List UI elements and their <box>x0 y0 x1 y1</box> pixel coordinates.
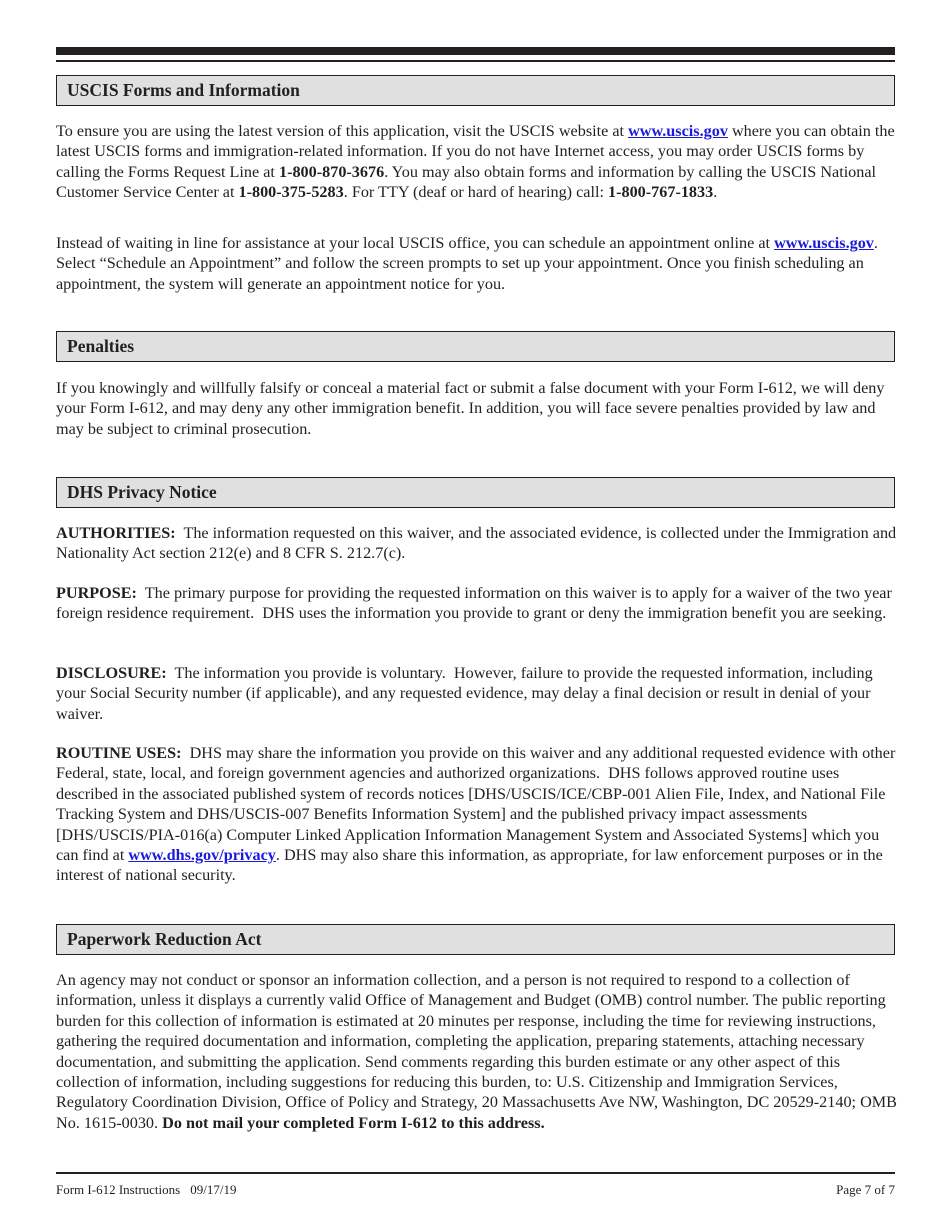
privacy-routine-uses: ROUTINE USES: DHS may share the information you provide on this waiver and any additional requested evidence with other Federal, state, local, and foreign government agencies and authorized organizations. DHS follows approved routine uses described in the associated published system of records notices [DHS/USCIS/ICE/CBP-001 Alien File, Index, and National File Tracking System and DHS/USCIS-007 Benefits Information System] and the published privacy impact assessments [DHS/USCIS/PIA-016(a) Computer Linked Application Information Management System and Associated Systems] which you can find at www.dhs.gov/privacy. DHS may also share this information, as appropriate, for law enforcement purposes or in the interest of national security. <box>56 744 900 885</box>
header-rule-thin <box>56 60 895 62</box>
paperwork-paragraph: An agency may not conduct or sponsor an information collection, and a person is not required to respond to a collection of information, unless it displays a currently valid Office of Management and Budget (OMB) control number. The public reporting burden for this collection of information is estimated at 20 minutes per response, including the time for reviewing instructions, gathering the required documentation and information, completing the application, preparing statements, attaching necessary documentation, and submitting the application. Send comments regarding this burden estimate or any other aspect of this collection of information, including suggestions for reducing this burden, to: U.S. Citizenship and Immigration Services, Regulatory Coordination Division, Office of Policy and Strategy, 20 Massachusetts Ave NW, Washington, DC 20529-2140; OMB No. 1615-0030. Do not mail your completed Form I-612 to this address. <box>56 971 897 1132</box>
do-not-mail-notice: Do not mail your completed Form I-612 to this address. <box>162 1113 545 1132</box>
uscis-paragraph-2: Instead of waiting in line for assistance at your local USCIS office, you can schedule an appointment online at www.uscis.gov. Select “Schedule an Appointment” and follow the screen prompts to set up your appointment. Once you finish scheduling an appointment, the system will generate an appointment notice for you. <box>56 234 878 293</box>
privacy-disclosure: DISCLOSURE: The information you provide is voluntary. However, failure to provide the requested information, including your Social Security number (if applicable), and any requested evidence, may delay a final decision or result in denial of your waiver. <box>56 664 877 723</box>
section-heading-uscis: USCIS Forms and Information <box>56 75 895 106</box>
uscis-appointment-link[interactable]: www.uscis.gov <box>774 234 874 252</box>
footer-rule <box>56 1172 895 1174</box>
footer-form-info <box>56 1182 236 1198</box>
dhs-privacy-link[interactable]: www.dhs.gov/privacy <box>128 846 276 865</box>
forms-request-phone: 1-800-870-3676 <box>278 162 385 181</box>
section-heading-paperwork: Paperwork Reduction Act <box>56 924 895 955</box>
header-rule-thick <box>56 47 895 55</box>
penalties-paragraph: If you knowingly and willfully falsify or conceal a material fact or submit a false document with your Form I-612, we will deny your Form I-612, and may deny any other immigration benefit. In addition, you will face severe penalties provided by law and may be subject to criminal prosecution. <box>56 379 885 438</box>
footer-page-number: Page 7 of 7 <box>836 1182 895 1197</box>
footer-form-date: 09/17/19 <box>190 1182 237 1197</box>
section-heading-privacy: DHS Privacy Notice <box>56 477 895 508</box>
section-heading-penalties: Penalties <box>56 331 895 362</box>
privacy-authorities: AUTHORITIES: The information requested on this waiver, and the associated evidence, is collected under the Immigration and Nationality Act section 212(e) and 8 CFR S. 212.7(c). <box>56 524 901 563</box>
tty-phone: 1-800-767-1833 <box>608 183 714 202</box>
uscis-website-link[interactable]: www.uscis.gov <box>628 122 728 140</box>
customer-service-phone: 1-800-375-5283 <box>238 183 344 202</box>
privacy-purpose: PURPOSE: The primary purpose for providing the requested information on this waiver is to apply for a waiver of the two year foreign residence requirement. DHS uses the information you provide to grant or deny the immigration benefit you are seeking. <box>56 584 896 623</box>
uscis-paragraph-1: To ensure you are using the latest version of this application, visit the USCIS website at www.uscis.gov where you can obtain the latest USCIS forms and immigration-related information. If you do not have Internet access, you may order USCIS forms by calling the Forms Request Line at 1-800-870-3676. You may also obtain forms and information by calling the USCIS National Customer Service Center at 1-800-375-5283. For TTY (deaf or hard of hearing) call: 1-800-767-1833. <box>56 122 895 202</box>
footer-form-name: Form I-612 Instructions <box>56 1182 181 1197</box>
